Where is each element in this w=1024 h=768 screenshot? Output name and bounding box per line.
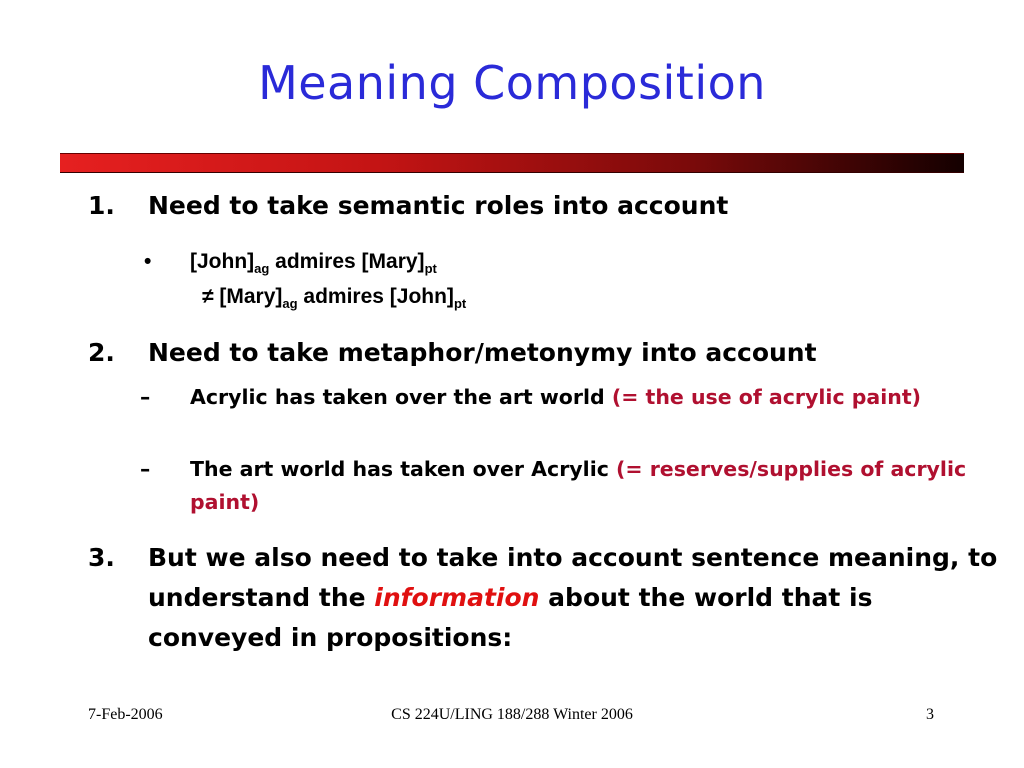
dash-marker: – xyxy=(140,385,151,409)
example-token: admires [John] xyxy=(297,285,454,308)
example-gloss: (= reserves/supplies of acrylic paint) xyxy=(190,457,967,514)
item-text: Need to take metaphor/metonymy into account xyxy=(148,338,817,367)
bullet-marker: • xyxy=(144,250,152,273)
role-subscript: pt xyxy=(424,261,437,276)
example-gloss: (= the use of acrylic paint) xyxy=(611,385,922,409)
example-text xyxy=(190,453,980,519)
item-text-part: about the world that is conveyed in propositions: xyxy=(148,583,873,652)
item-text-part: But we also need to take into account sentence meaning, to understand the xyxy=(148,543,998,612)
item-text xyxy=(148,538,998,658)
example-text xyxy=(190,381,980,414)
not-equal-symbol: ≠ xyxy=(202,285,214,308)
item-number: 1. xyxy=(88,191,115,220)
item-number: 3. xyxy=(88,543,115,572)
title-divider xyxy=(60,153,964,173)
item-number: 2. xyxy=(88,338,115,367)
footer-date: 7-Feb-2006 xyxy=(88,706,163,723)
footer-page-number: 3 xyxy=(926,706,934,723)
role-subscript: pt xyxy=(453,296,467,311)
example-line-1 xyxy=(190,246,437,285)
emphasized-word: information xyxy=(374,583,540,612)
dash-marker: – xyxy=(140,457,151,481)
example-line-2 xyxy=(202,281,466,320)
example-sentence: Acrylic has taken over the art world xyxy=(190,385,612,409)
role-subscript: ag xyxy=(254,261,270,276)
example-token: [Mary] xyxy=(213,285,283,308)
example-sentence: The art world has taken over Acrylic xyxy=(190,457,617,481)
footer-course: CS 224U/LING 188/288 Winter 2006 xyxy=(391,706,633,723)
example-token: [John] xyxy=(190,250,255,273)
slide-title: Meaning Composition xyxy=(258,56,766,110)
role-subscript: ag xyxy=(282,296,298,311)
example-token: admires [Mary] xyxy=(269,250,425,273)
item-text: Need to take semantic roles into account xyxy=(148,191,729,220)
